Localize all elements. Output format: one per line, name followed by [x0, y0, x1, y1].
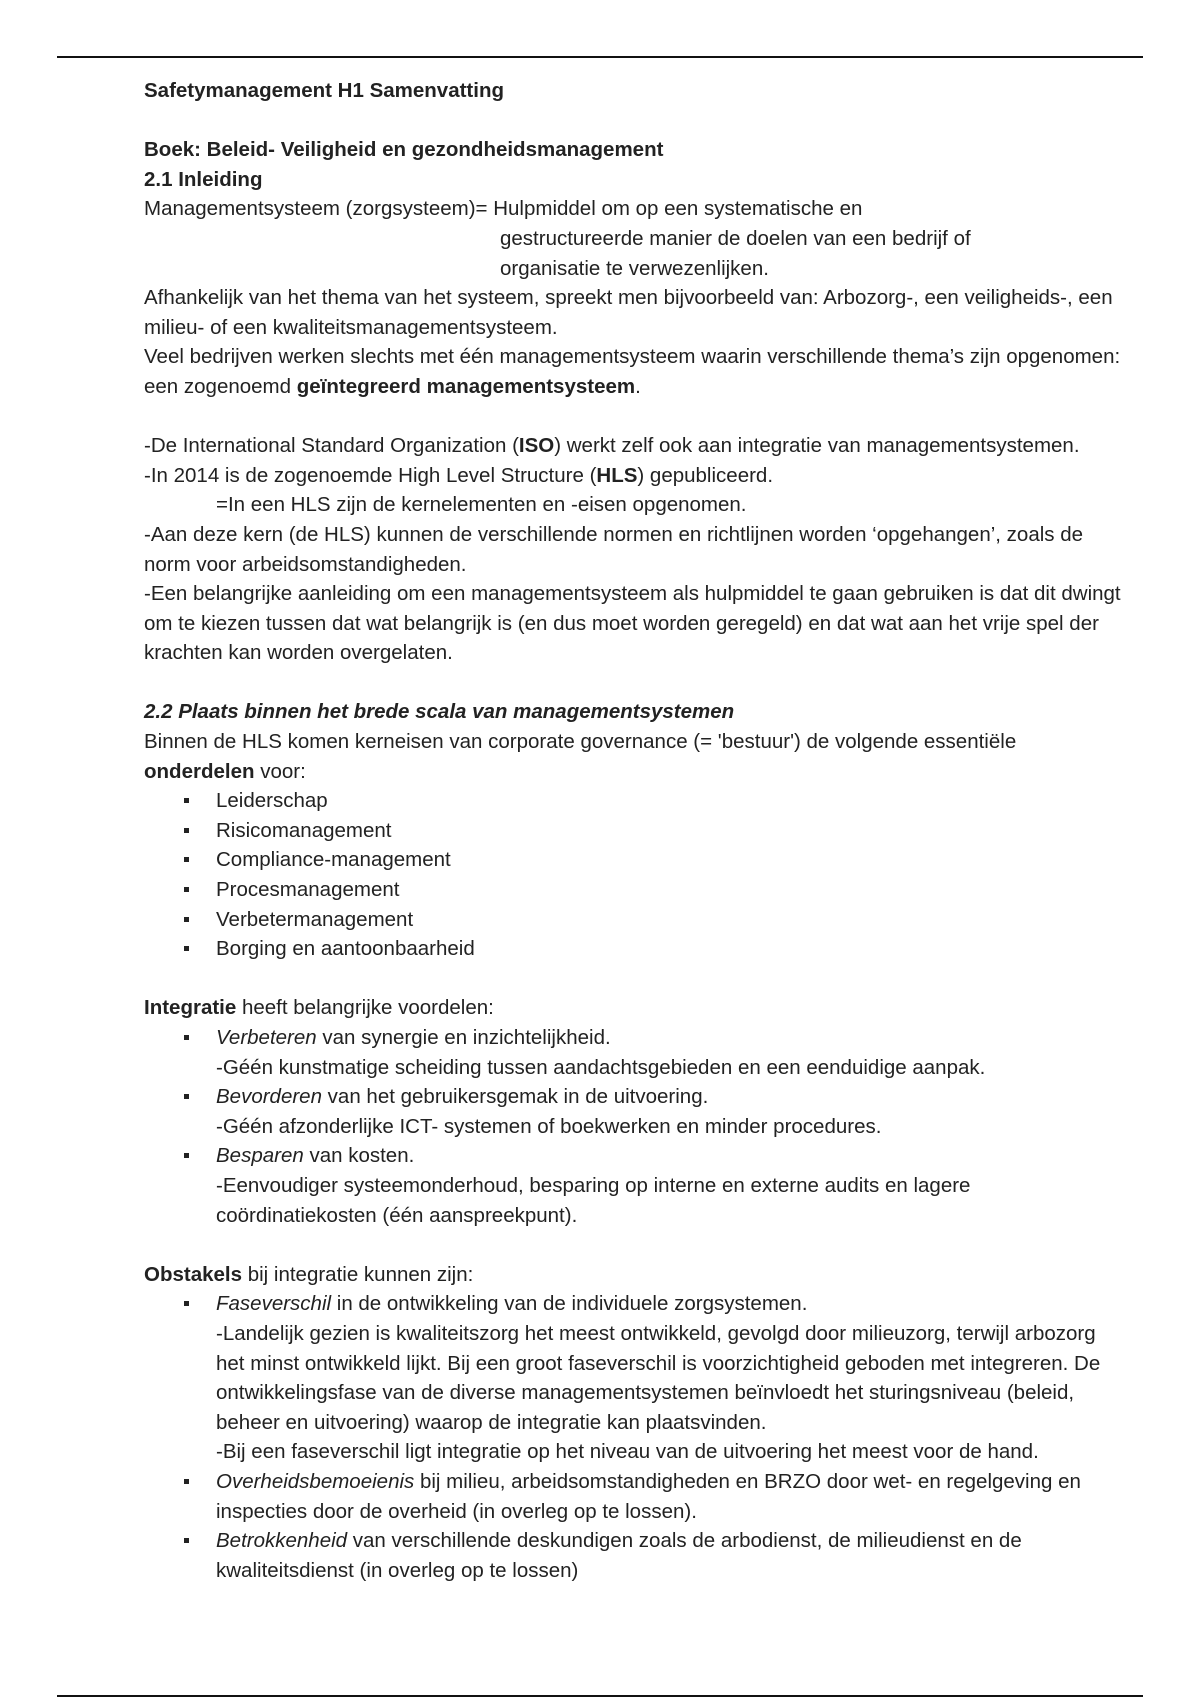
hls-definition: =In een HLS zijn de kernelementen en -eisen opgenomen. [216, 493, 747, 517]
top-rule [57, 56, 1143, 58]
obstakels-list [144, 1289, 1124, 1585]
document-title: Safetymanagement H1 Samenvatting [144, 79, 505, 102]
list-item: Besparen van kosten. -Eenvoudiger systeemonderhoud, besparing op interne en externe audits en lagere coördinatiekosten (één aanspreekpunt). [144, 1141, 1124, 1230]
paragraph-integratie: Integratie heeft belangrijke voordelen: [144, 996, 494, 1020]
list-item: Bevorderen van het gebruikersgemak in de uitvoering. -Géén afzonderlijke ICT- systemen of boekwerken en minder procedures. [144, 1082, 1124, 1141]
term-obstakels: Obstakels [144, 1262, 242, 1286]
list-item: Risicomanagement [144, 816, 1124, 846]
paragraph-obstakels: Obstakels bij integratie kunnen zijn: [144, 1262, 474, 1286]
definition-line: organisatie te verwezenlijken. [500, 256, 769, 280]
definition-term: Managementsysteem (zorgsysteem)= [144, 197, 488, 221]
definition-managementsysteem [144, 194, 1124, 283]
term-iso: ISO [518, 434, 555, 458]
list-item: Overheidsbemoeienis bij milieu, arbeidsomstandigheden en BRZO door wet- en regelgeving en inspecties door de overheid (in overleg op te lossen). [144, 1467, 1124, 1526]
paragraph-thema: Afhankelijk van het thema van het systeem, spreekt men bijvoorbeeld van: Arbozorg-, een veiligheids-, een milieu- of een kwaliteitsmanagementsysteem. [144, 286, 1113, 339]
bottom-rule [57, 1695, 1143, 1697]
paragraph-hls: -In 2014 is de zogenoemde High Level Structure (HLS) gepubliceerd. [144, 463, 774, 487]
definition-line: gestructureerde manier de doelen van een bedrijf of [500, 226, 971, 250]
definition-line: Hulpmiddel om op een systematische en [487, 197, 863, 221]
list-item: Leiderschap [144, 786, 1124, 816]
paragraph-aanleiding: -Een belangrijke aanleiding om een managementsysteem als hulpmiddel te gaan gebruiken is dat dit dwingt om te kiezen tussen dat wat belangrijk is (en dus moet worden geregeld) en dat wat aan het vrije spel der krachten kan worden overgelaten. [144, 582, 1121, 665]
list-item: Verbeteren van synergie en inzichtelijkheid. -Géén kunstmatige scheiding tussen aandachtsgebieden en een eenduidige aanpak. [144, 1023, 1124, 1082]
list-item: Faseverschil in de ontwikkeling van de individuele zorgsystemen. -Landelijk gezien is kwaliteitszorg het meest ontwikkeld, gevolgd door milieuzorg, terwijl arbozorg het minst ontwikkeld lijkt. Bij een groot faseverschil is voorzichtigheid geboden met integreren. De ontwikkelingsfase van de diverse managementsystemen beïnvloedt het sturingsniveau (beleid, beheer en uitvoering) waarop de integratie kan plaatsvinden. -Bij een faseverschil ligt integratie op het niveau van de uitvoering het meest voor de hand. [144, 1289, 1124, 1467]
list-item: Verbetermanagement [144, 905, 1124, 935]
term-onderdelen: onderdelen [144, 759, 255, 783]
paragraph-iso: -De International Standard Organization (ISO) werkt zelf ook aan integratie van managementsystemen. [144, 434, 1080, 458]
list-item: Borging en aantoonbaarheid [144, 934, 1124, 964]
onderdelen-list [144, 786, 1124, 964]
paragraph-onderdelen: Binnen de HLS komen kerneisen van corporate governance (= 'bestuur') de volgende essentiële onderdelen voor: [144, 730, 1017, 783]
term-geintegreerd: geïntegreerd managementsysteem [296, 374, 636, 398]
term-integratie: Integratie [144, 996, 237, 1020]
list-item: Betrokkenheid van verschillende deskundigen zoals de arbodienst, de milieudienst en de kwaliteitsdienst (in overleg op te lossen) [144, 1526, 1124, 1585]
voordelen-list [144, 1023, 1124, 1230]
section-heading-2-1: 2.1 Inleiding [144, 167, 263, 191]
term-hls: HLS [596, 463, 638, 487]
section-heading-2-2: 2.2 Plaats binnen het brede scala van managementsystemen [144, 700, 735, 724]
paragraph-kern: -Aan deze kern (de HLS) kunnen de verschillende normen en richtlijnen worden ‘opgehangen’, zoals de norm voor arbeidsomstandigheden. [144, 522, 1084, 576]
document-page [144, 76, 1124, 1585]
book-heading: Boek: Beleid- Veiligheid en gezondheidsmanagement [144, 138, 664, 162]
paragraph-geintegreerd: Veel bedrijven werken slechts met één managementsysteem waarin verschillende thema’s zijn opgenomen: een zogenoemd geïntegreerd managementsysteem. [144, 345, 1121, 398]
list-item: Procesmanagement [144, 875, 1124, 905]
list-item: Compliance-management [144, 845, 1124, 875]
